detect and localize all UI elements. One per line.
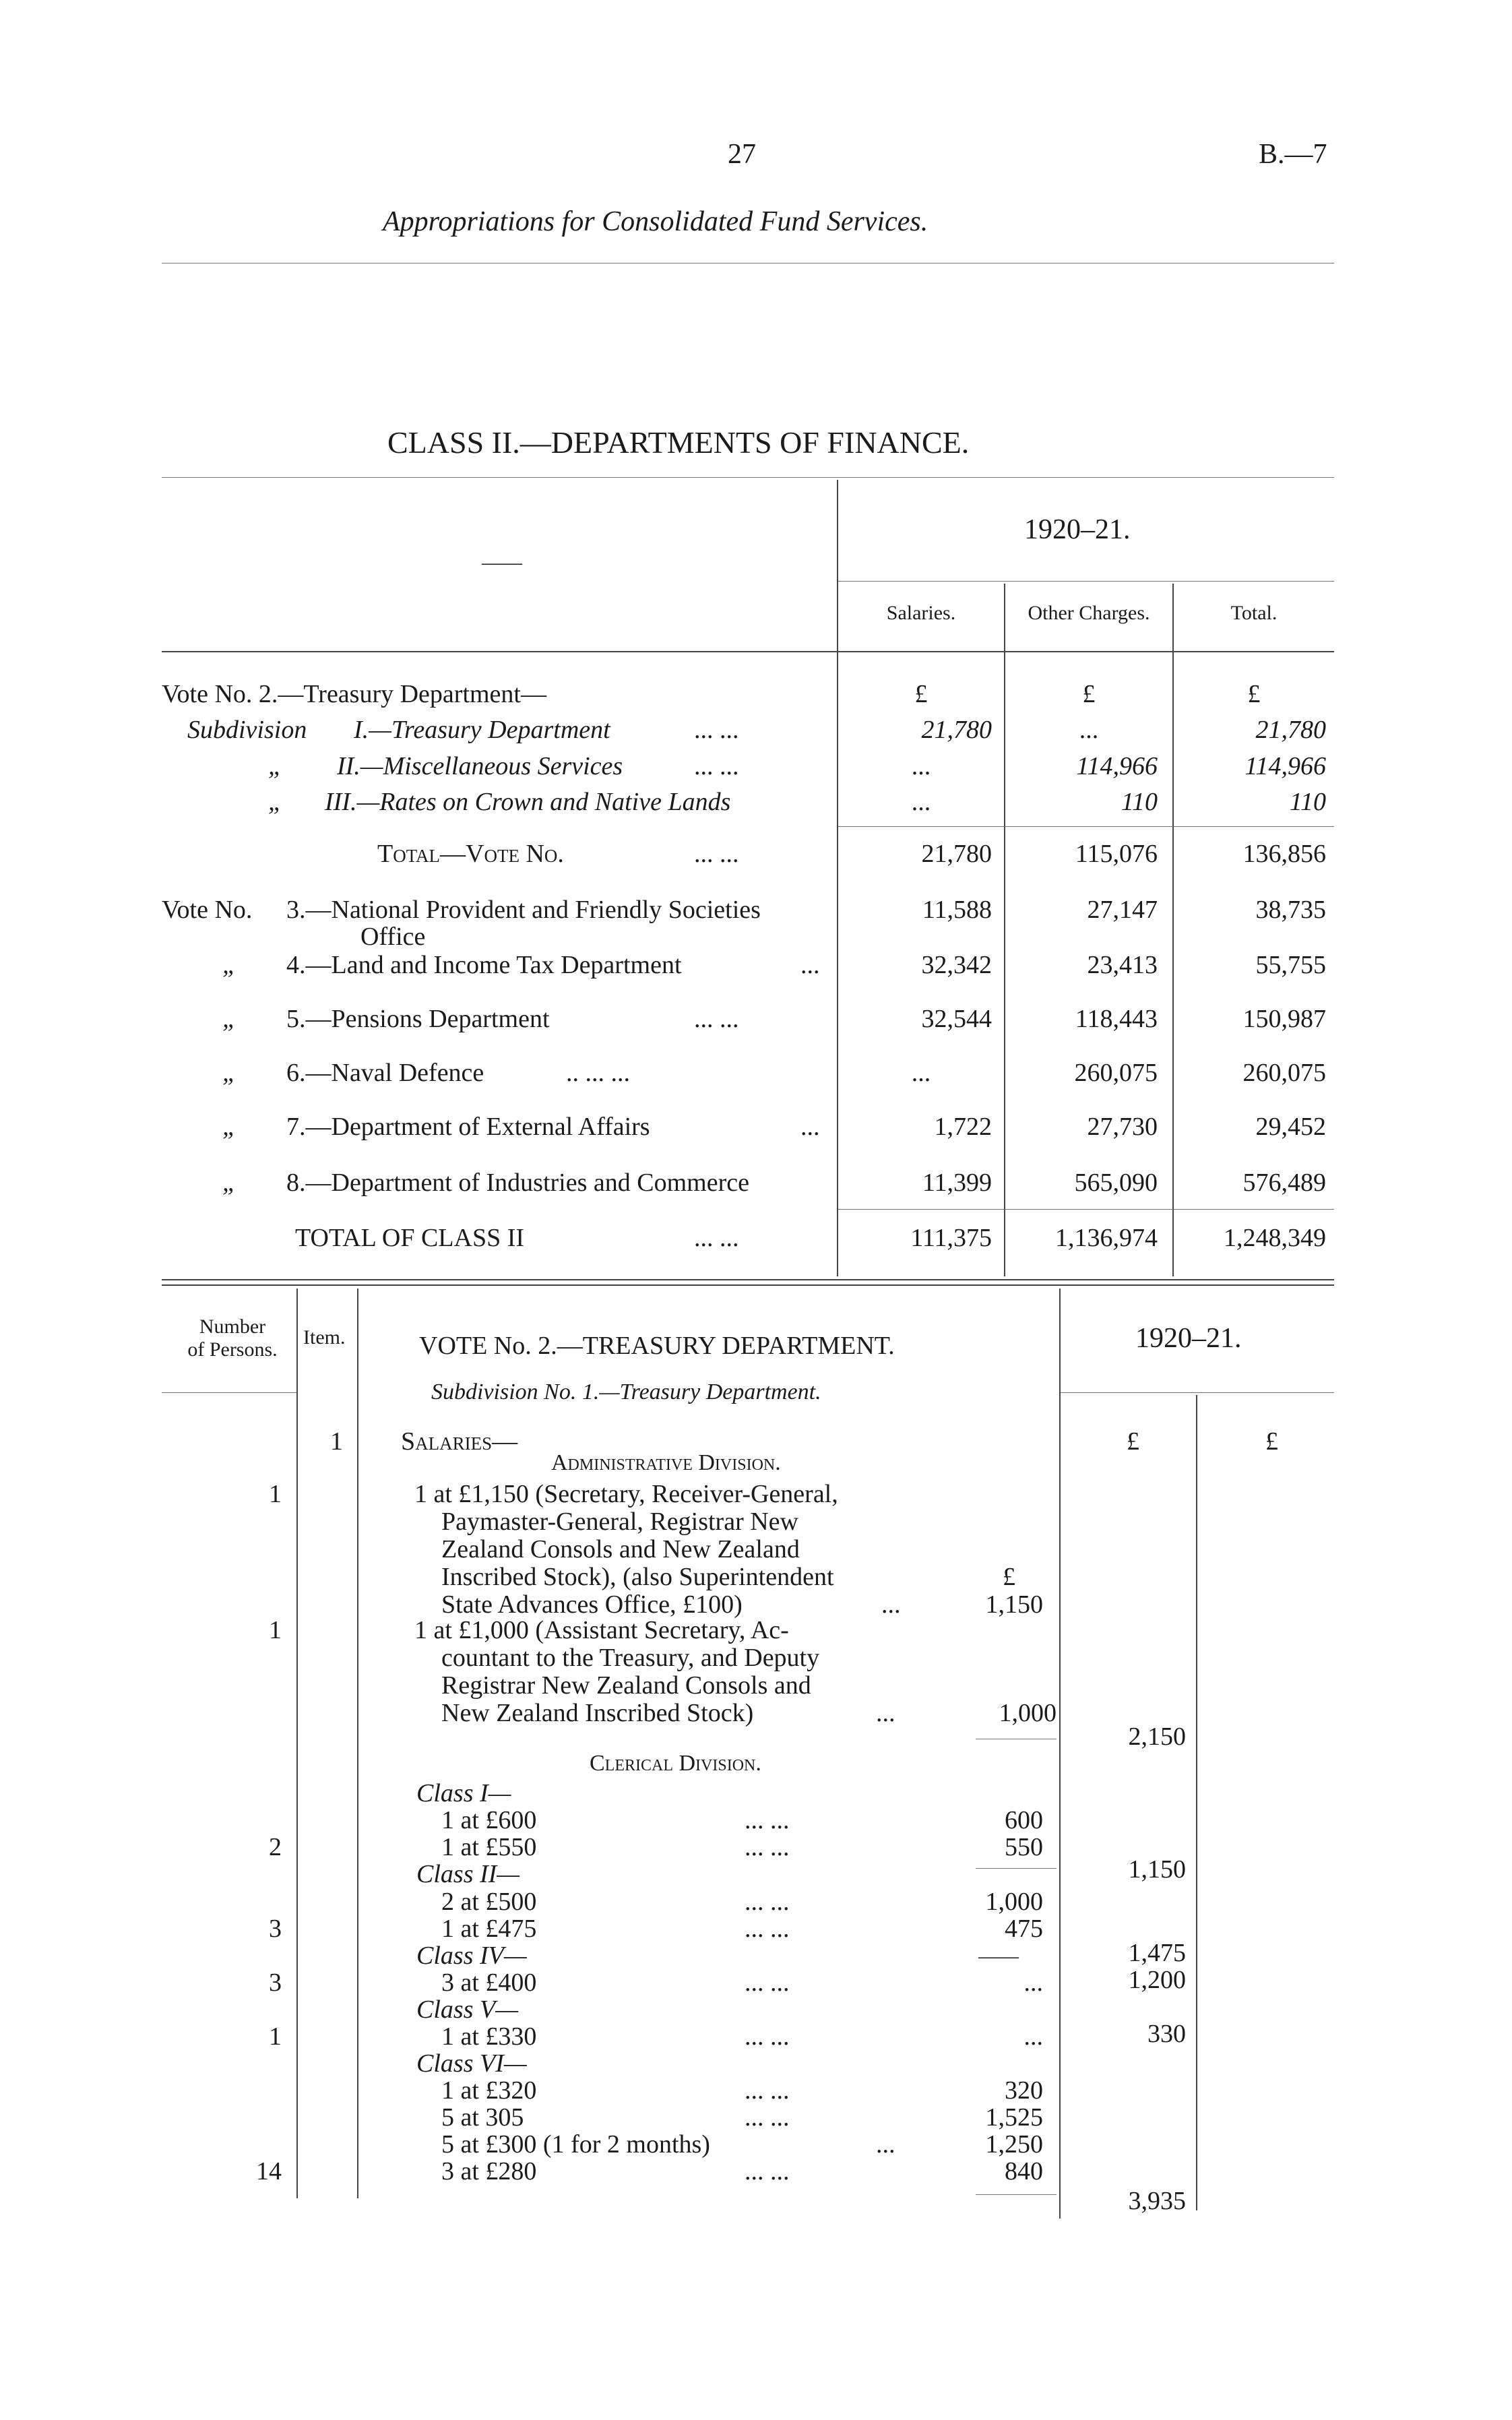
other-value: 260,075 — [1074, 1059, 1158, 1087]
vote-label-cont: Office — [360, 923, 426, 951]
entry-line: Registrar New Zealand Consols and — [441, 1671, 811, 1700]
vote-label: 7.—Department of External Affairs — [286, 1113, 650, 1141]
class-row: 1 at £320 — [441, 2076, 537, 2105]
total-vote-label: Total—Vote No. — [377, 840, 564, 868]
class-amount: ... — [1023, 2022, 1043, 2051]
salaries-value: 32,342 — [921, 951, 992, 979]
pound-sign: £ — [1003, 1563, 1015, 1591]
col-number-rule — [162, 1392, 296, 1393]
leader-dots: ... ... — [745, 1833, 790, 1861]
class-row: 2 at £500 — [441, 1888, 537, 1916]
class-amount: 1,000 — [985, 1888, 1043, 1916]
entry-line: New Zealand Inscribed Stock) — [441, 1699, 754, 1727]
entry-line: countant to the Treasury, and Deputy — [441, 1644, 820, 1672]
page-code: B.—7 — [1259, 139, 1327, 170]
salaries-value: ... — [911, 1059, 931, 1087]
total-value: 114,966 — [1245, 752, 1326, 780]
vote-prefix: „ — [222, 1113, 237, 1141]
subdivision-label: I.—Treasury Department — [354, 716, 610, 744]
vote2-divider-3 — [1059, 1289, 1061, 2219]
class-amount: ... — [1023, 1968, 1043, 1997]
entry-line: Inscribed Stock), (also Superintendent — [441, 1563, 834, 1591]
entry-line: Zealand Consols and New Zealand — [441, 1535, 800, 1563]
vote2-year: 1920–21. — [1135, 1323, 1242, 1354]
total-value: 55,755 — [1255, 951, 1326, 979]
clerical-division-heading: Clerical Division. — [590, 1751, 761, 1776]
vote2-divider-4 — [1196, 1395, 1197, 2210]
other-value: 27,730 — [1087, 1113, 1158, 1141]
class-label: Class I— — [416, 1779, 511, 1807]
summary-bottom-rule-2 — [162, 1284, 1334, 1286]
class-total: 1,200 — [1128, 1966, 1186, 1994]
class-amount: 475 — [1005, 1915, 1043, 1943]
entry-amount: 1,000 — [999, 1699, 1057, 1727]
year-rule — [838, 581, 1334, 582]
leader-dots: ... ... — [745, 2157, 790, 2185]
salaries-value: ... — [911, 752, 931, 780]
subdivision-prefix: Subdivision — [187, 716, 307, 744]
pound-sign: £ — [1247, 680, 1261, 708]
class-row: 3 at £400 — [441, 1968, 537, 1997]
class-amount: 840 — [1005, 2157, 1043, 2185]
class-label: Class II— — [416, 1860, 520, 1888]
total-value: 150,987 — [1242, 1005, 1326, 1033]
other-value: 1,136,974 — [1055, 1224, 1158, 1252]
summary-year: 1920–21. — [1024, 514, 1131, 545]
class-row: 3 at £280 — [441, 2157, 537, 2185]
salaries-heading: Salaries— — [401, 1427, 518, 1456]
class-title-rule — [162, 477, 1334, 478]
header-bottom-rule — [162, 651, 1334, 652]
ditto-mark: „ — [268, 788, 283, 816]
total-value: 576,489 — [1242, 1169, 1326, 1197]
vote-prefix: „ — [222, 951, 237, 979]
entry-line: 1 at £1,150 (Secretary, Receiver-General, — [414, 1480, 838, 1508]
class-amount: 550 — [1005, 1833, 1043, 1861]
other-value: 110 — [1121, 788, 1158, 816]
leader-dots: ... ... — [694, 1224, 739, 1252]
vote-label: 6.—Naval Defence — [286, 1059, 484, 1087]
leader-dots: ... ... — [694, 752, 739, 780]
other-value: 23,413 — [1087, 951, 1158, 979]
vote2-title: VOTE No. 2.—TREASURY DEPARTMENT. — [419, 1332, 895, 1360]
entry-line: Paymaster-General, Registrar New — [441, 1508, 798, 1536]
total-value: 38,735 — [1255, 896, 1326, 924]
leader-dots: ... ... — [745, 1915, 790, 1943]
vote2-subtitle: Subdivision No. 1.—Treasury Department. — [431, 1379, 821, 1404]
other-value: 115,076 — [1075, 840, 1158, 868]
item-number: 1 — [330, 1427, 343, 1456]
col-total: Total. — [1230, 602, 1278, 624]
persons-count: 1 — [269, 1616, 282, 1644]
class-total: 1,150 — [1128, 1855, 1186, 1884]
class-total-rule — [838, 1209, 1334, 1210]
year-col-rule — [1061, 1392, 1334, 1393]
leader-dots: ... ... — [745, 1888, 790, 1916]
page-number: 27 — [728, 139, 756, 170]
leader-dots: ... ... — [694, 840, 739, 868]
leader-dots: ... ... — [745, 2022, 790, 2051]
salaries-value: 1,722 — [934, 1113, 992, 1141]
sum-rule — [976, 1868, 1057, 1869]
class-total: 3,935 — [1128, 2187, 1186, 2215]
entry-amount: 1,150 — [985, 1590, 1043, 1619]
total-value: 21,780 — [1255, 716, 1326, 744]
class-total-label: TOTAL OF CLASS II — [295, 1224, 525, 1252]
total-value: 260,075 — [1242, 1059, 1326, 1087]
pound-sign: £ — [1265, 1427, 1278, 1456]
class-label: Class IV— — [416, 1942, 527, 1970]
salaries-value: 32,544 — [921, 1005, 992, 1033]
summary-bottom-rule — [162, 1279, 1334, 1280]
pound-sign: £ — [914, 680, 928, 708]
ditto-mark: „ — [268, 752, 283, 780]
vote-prefix: Vote No. — [162, 896, 253, 924]
col-number: Number — [199, 1315, 266, 1338]
label-column-dash: —— — [482, 551, 522, 573]
class-row: 5 at 305 — [441, 2103, 524, 2132]
class-label: Class VI— — [416, 2049, 527, 2078]
dash-mark: —— — [978, 1945, 1019, 1967]
leader-dots: ... ... — [745, 2076, 790, 2105]
persons-count: 1 — [269, 1480, 282, 1508]
other-value: 118,443 — [1075, 1005, 1158, 1033]
sum-rule — [976, 2194, 1057, 2195]
persons-count: 14 — [256, 2157, 282, 2185]
salaries-value: 21,780 — [921, 716, 992, 744]
vote-prefix: „ — [222, 1005, 237, 1033]
other-value: ... — [1079, 716, 1099, 744]
salaries-value: 11,399 — [922, 1169, 992, 1197]
col-number-2: of Persons. — [187, 1338, 278, 1361]
salaries-value: 11,588 — [922, 896, 992, 924]
persons-count: 2 — [269, 1833, 282, 1861]
class-label: Class V— — [416, 1995, 518, 2024]
entry-line: State Advances Office, £100) — [441, 1590, 743, 1619]
admin-total: 2,150 — [1128, 1723, 1186, 1751]
class-title: CLASS II.—DEPARTMENTS OF FINANCE. — [387, 425, 970, 460]
leader-dots: ... ... — [745, 1806, 790, 1834]
leader-dots: ... — [800, 951, 820, 979]
leader-dots: ... ... — [745, 2103, 790, 2132]
class-amount: 320 — [1005, 2076, 1043, 2105]
subdivision-label: III.—Rates on Crown and Native Lands — [325, 788, 731, 816]
leader-dots: ... ... — [745, 1968, 790, 1997]
vote-prefix: „ — [222, 1059, 237, 1087]
vote-label: 5.—Pensions Department — [286, 1005, 550, 1033]
vote2-title: Vote No. 2.—Treasury Department— — [162, 680, 546, 708]
persons-count: 3 — [269, 1968, 282, 1997]
leader-dots: .. ... ... — [566, 1059, 630, 1087]
vote2-divider-2 — [357, 1289, 358, 2198]
persons-count: 1 — [269, 2022, 282, 2051]
leader-dots: ... — [876, 2130, 895, 2159]
salaries-value: ... — [911, 788, 931, 816]
class-amount: 600 — [1005, 1806, 1043, 1834]
entry-line: 1 at £1,000 (Assistant Secretary, Ac- — [414, 1616, 789, 1644]
persons-count: 3 — [269, 1915, 282, 1943]
total-value: 110 — [1289, 788, 1326, 816]
class-total: 1,475 — [1128, 1939, 1186, 1967]
class-row: 1 at £600 — [441, 1806, 537, 1834]
total-value: 29,452 — [1255, 1113, 1326, 1141]
salaries-value: 111,375 — [910, 1224, 992, 1252]
leader-dots: ... ... — [694, 1005, 739, 1033]
summary-divider-1 — [837, 480, 838, 1276]
other-value: 565,090 — [1074, 1169, 1158, 1197]
class-total: 330 — [1147, 2020, 1186, 2048]
vote-prefix: „ — [222, 1169, 237, 1197]
vote-label: 4.—Land and Income Tax Department — [286, 951, 682, 979]
col-item: Item. — [303, 1326, 346, 1348]
vote-label: 3.—National Provident and Friendly Societies — [286, 896, 761, 924]
class-amount: 1,525 — [985, 2103, 1043, 2132]
pound-sign: £ — [1082, 680, 1096, 708]
total-value: 136,856 — [1242, 840, 1326, 868]
leader-dots: ... ... — [694, 716, 739, 744]
leader-dots: ... — [876, 1699, 895, 1727]
salaries-value: 21,780 — [921, 840, 992, 868]
total-value: 1,248,349 — [1224, 1224, 1326, 1252]
class-row: 1 at £550 — [441, 1833, 537, 1861]
leader-dots: ... — [800, 1113, 820, 1141]
class-amount: 1,250 — [985, 2130, 1043, 2159]
col-other-charges: Other Charges. — [1028, 602, 1150, 624]
subdivision-label: II.—Miscellaneous Services — [337, 752, 623, 780]
other-value: 27,147 — [1087, 896, 1158, 924]
leader-dots: ... — [881, 1590, 901, 1619]
other-value: 114,966 — [1076, 752, 1158, 780]
vote-label: 8.—Department of Industries and Commerce — [286, 1169, 749, 1197]
vote2-divider-1 — [296, 1289, 298, 2198]
col-salaries: Salaries. — [886, 602, 956, 624]
class-row: 1 at £475 — [441, 1915, 537, 1943]
page-subtitle: Appropriations for Consolidated Fund Services. — [383, 206, 928, 237]
admin-division-heading: Administrative Division. — [551, 1450, 781, 1475]
pound-sign: £ — [1127, 1427, 1139, 1456]
subtotal-rule — [838, 826, 1334, 827]
class-row: 5 at £300 (1 for 2 months) — [441, 2130, 710, 2159]
class-row: 1 at £330 — [441, 2022, 537, 2051]
